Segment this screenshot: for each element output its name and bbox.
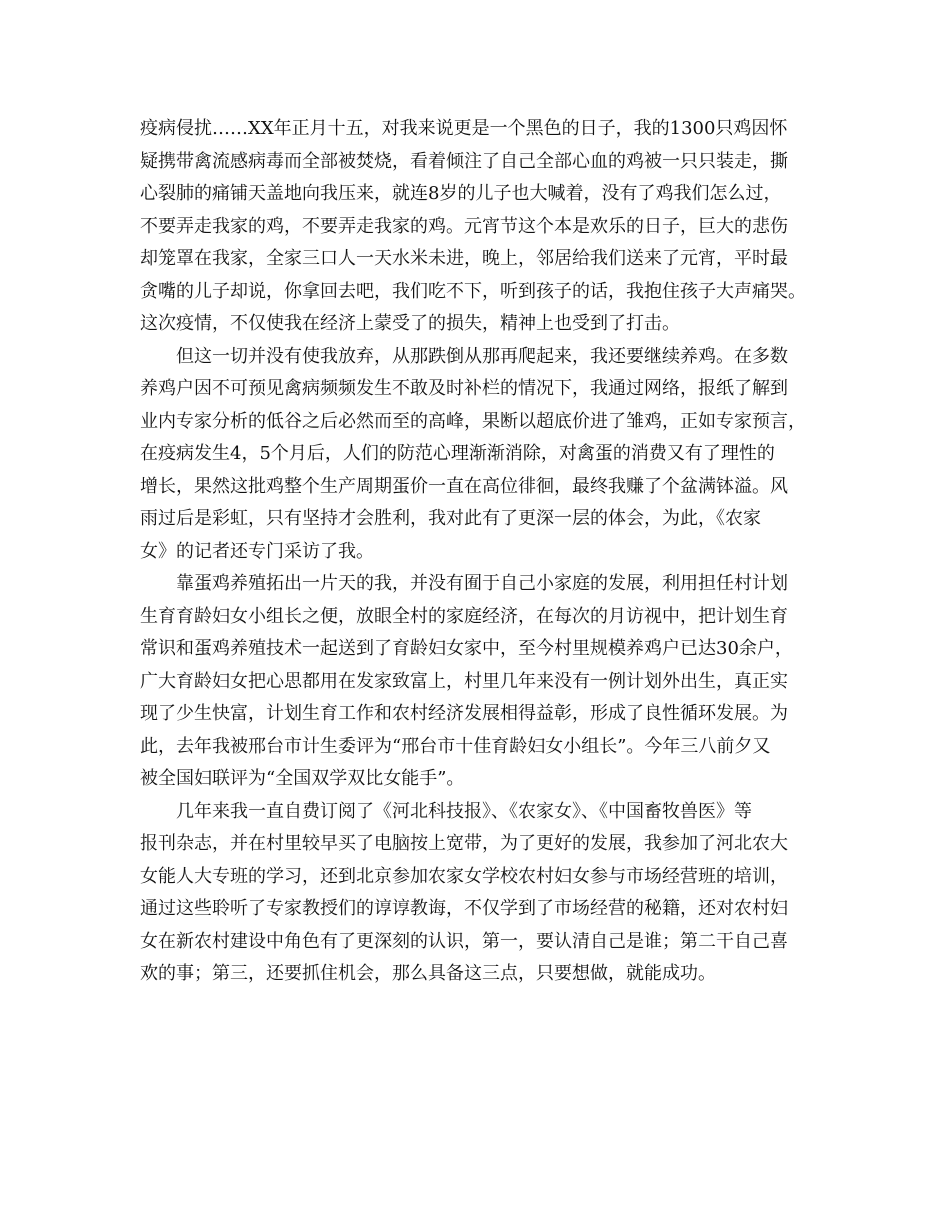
text-line: 此，去年我被邢台市计生委评为“邢台市十佳育龄妇女小组长”。今年三八前夕又 bbox=[140, 735, 771, 757]
text-line: 女能人大专班的学习，还到北京参加农家女学校农村妇女参与市场经营班的培训， bbox=[140, 865, 788, 887]
text-line: 这次疫情，不仅使我在经济上蒙受了的损失，精神上也受到了打击。 bbox=[140, 313, 680, 334]
text-line: 增长，果然这批鸡整个生产周期蛋价一直在高位徘徊，最终我赚了个盆满钵溢。风 bbox=[140, 475, 788, 497]
text-line: 疑携带禽流感病毒而全部被焚烧，看着倾注了自己全部心血的鸡被一只只装走，撕 bbox=[140, 150, 788, 172]
text-line: 靠蛋鸡养殖拓出一片天的我，并没有囿于自己小家庭的发展，利用担任村计划 bbox=[140, 573, 788, 594]
text-line: 现了少生快富，计划生育工作和农村经济发展相得益彰，形成了良性循环发展。为 bbox=[140, 703, 788, 724]
text-line: 女》的记者还专门采访了我。 bbox=[140, 540, 374, 562]
text-line: 业内专家分析的低谷之后必然而至的高峰，果断以超底价进了雏鸡，正如专家预言， bbox=[140, 410, 806, 432]
text-line: 通过这些聆听了专家教授们的谆谆教诲，不仅学到了市场经营的秘籍，还对农村妇 bbox=[140, 898, 788, 919]
paragraph bbox=[140, 113, 820, 341]
text-line: 但这一切并没有使我放弃，从那跌倒从那再爬起来，我还要继续养鸡。在多数 bbox=[140, 345, 788, 367]
text-line: 欢的事；第三，还要抓住机会，那么具备这三点，只要想做，就能成功。 bbox=[140, 963, 716, 984]
text-line: 广大育龄妇女把心思都用在发家致富上，村里几年来没有一例计划外出生，真正实 bbox=[140, 670, 788, 692]
text-line: 报刊杂志，并在村里较早买了电脑按上宽带，为了更好的发展，我参加了河北农大 bbox=[140, 833, 788, 854]
text-line: 养鸡户因不可预见禽病频频发生不敢及时补栏的情况下，我通过网络，报纸了解到 bbox=[140, 378, 788, 399]
paragraph bbox=[140, 796, 820, 991]
text-line: 几年来我一直自费订阅了《河北科技报》、《农家女》、《中国畜牧兽医》等 bbox=[140, 800, 752, 822]
paragraph bbox=[140, 341, 820, 569]
text-line: 雨过后是彩虹，只有坚持才会胜利，我对此有了更深一层的体会，为此，《农家 bbox=[140, 508, 761, 529]
text-line: 女在新农村建设中角色有了更深刻的认识，第一，要认清自己是谁；第二干自己喜 bbox=[140, 930, 788, 952]
text-line: 贪嘴的儿子却说，你拿回去吧，我们吃不下，听到孩子的话，我抱住孩子大声痛哭。 bbox=[140, 280, 806, 302]
document-body bbox=[140, 113, 820, 991]
text-line: 不要弄走我家的鸡，不要弄走我家的鸡。元宵节这个本是欢乐的日子，巨大的悲伤 bbox=[140, 215, 788, 237]
text-line: 生育育龄妇女小组长之便，放眼全村的家庭经济，在每次的月访视中，把计划生育 bbox=[140, 605, 788, 627]
text-line: 却笼罩在我家，全家三口人一天水米未进，晚上，邻居给我们送来了元宵，平时最 bbox=[140, 248, 788, 269]
paragraph bbox=[140, 568, 820, 796]
text-line: 心裂肺的痛铺天盖地向我压来，就连8岁的儿子也大喊着，没有了鸡我们怎么过， bbox=[140, 183, 782, 204]
text-line: 被全国妇联评为“全国双学双比女能手”。 bbox=[140, 768, 465, 789]
text-line: 在疫病发生4，5个月后，人们的防范心理渐渐消除，对禽蛋的消费又有了理性的 bbox=[140, 443, 775, 464]
text-line: 疫病侵扰……XX年正月十五，对我来说更是一个黑色的日子，我的1300只鸡因怀 bbox=[140, 118, 788, 139]
text-line: 常识和蛋鸡养殖技术一起送到了育龄妇女家中，至今村里规模养鸡户已达30余户， bbox=[140, 638, 793, 659]
